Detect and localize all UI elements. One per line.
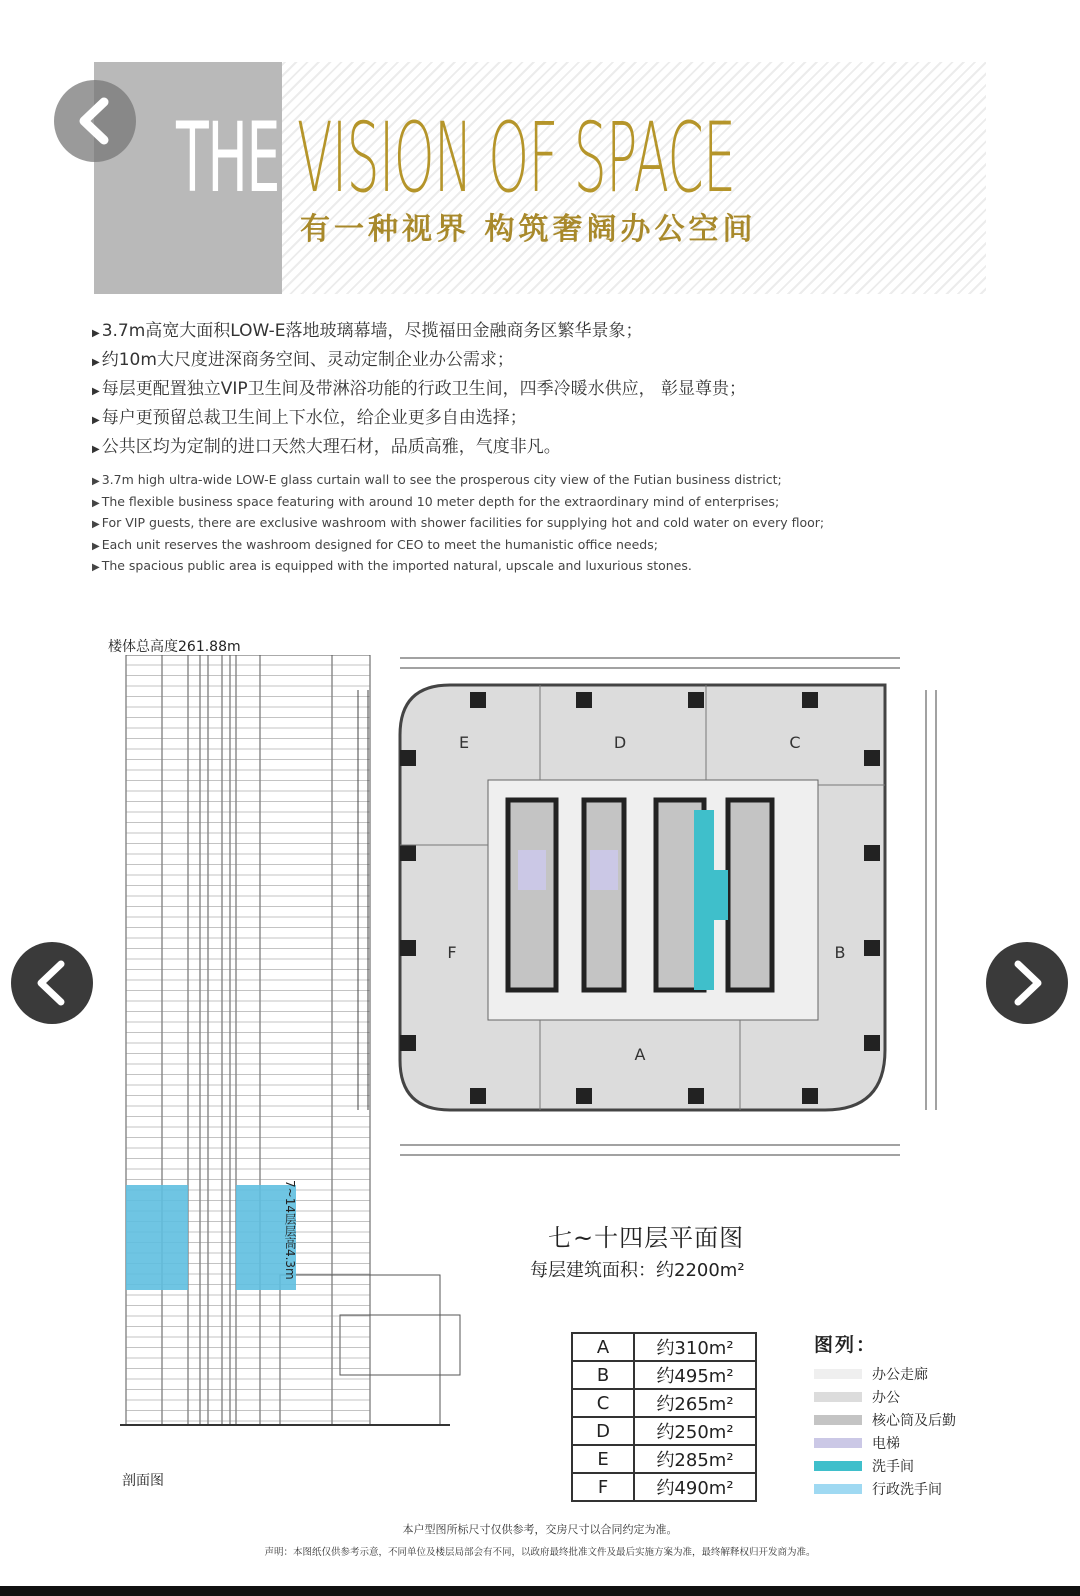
prev-button[interactable] bbox=[11, 942, 93, 1024]
area-cell: 约250m² bbox=[634, 1417, 756, 1445]
core-shaft bbox=[508, 800, 556, 990]
table-row bbox=[572, 1473, 756, 1501]
footer-disclaimer: 声明：本图纸仅供参考示意，不同单位及楼层局部会有不同，以政府最终批准文件及最后实施方案为准，最终解释权归开发商为准。 bbox=[264, 1547, 816, 1558]
table-row bbox=[572, 1361, 756, 1389]
feature-en-item: ▶ For VIP guests, there are exclusive washroom with shower facilities for supplying hot and cold water on every floor; bbox=[92, 515, 825, 530]
title-the: THE bbox=[176, 102, 280, 214]
washroom bbox=[714, 870, 728, 920]
area-cell: 约490m² bbox=[634, 1473, 756, 1501]
legend-swatch bbox=[814, 1438, 862, 1448]
legend-swatch bbox=[814, 1369, 862, 1379]
area-cell: 约495m² bbox=[634, 1361, 756, 1389]
unit-cell: D bbox=[572, 1417, 634, 1445]
footer-note: 本户型图所标尺寸仅供参考，交房尺寸以合同约定为准。 bbox=[402, 1523, 678, 1536]
washroom bbox=[694, 810, 714, 990]
legend-item: 核心筒及后勤 bbox=[814, 1408, 956, 1431]
floor-plan-title: 七~十四层平面图 bbox=[548, 1224, 745, 1252]
legend-item: 办公 bbox=[814, 1385, 956, 1408]
zone-label-a: A bbox=[634, 1045, 646, 1064]
feature-en-item: ▶ 3.7m high ultra-wide LOW-E glass curtain wall to see the prosperous city view of the Futian business district; bbox=[92, 472, 782, 487]
next-button[interactable] bbox=[986, 942, 1068, 1024]
title-vision-of-space: VISION OF SPACE bbox=[297, 102, 736, 214]
floor-area-label: 每层建筑面积：约2200m² bbox=[530, 1260, 745, 1281]
feature-en-item: ▶ The flexible business space featuring with around 10 meter depth for the extraordinary mind of enterprises; bbox=[92, 493, 780, 509]
area-cell: 约310m² bbox=[634, 1333, 756, 1361]
legend-item: 洗手间 bbox=[814, 1454, 956, 1477]
bottom-bar bbox=[0, 1586, 1080, 1596]
zone-label-d: D bbox=[613, 733, 627, 752]
building-height-label: 楼体总高度261.88m bbox=[108, 639, 241, 655]
legend-swatch bbox=[814, 1484, 862, 1494]
legend-title: 图列： bbox=[814, 1334, 878, 1356]
unit-cell: A bbox=[572, 1333, 634, 1361]
legend-item: 电梯 bbox=[814, 1431, 956, 1454]
feature-cn-item: ▶ 公共区均为定制的进口天然大理石材，品质高雅，气度非凡。 bbox=[92, 437, 561, 457]
feature-cn-item: ▶ 每户更预留总裁卫生间上下水位，给企业更多自由选择； bbox=[92, 408, 527, 428]
unit-cell: E bbox=[572, 1445, 634, 1473]
chevron-left-icon bbox=[11, 942, 93, 1024]
table-row bbox=[572, 1417, 756, 1445]
header-banner bbox=[94, 62, 986, 294]
feature-cn-item: ▶ 约10m大尺度进深商务空间、灵动定制企业办公需求； bbox=[92, 350, 514, 370]
feature-en-item: ▶ Each unit reserves the washroom designed for CEO to meet the humanistic office needs; bbox=[92, 536, 658, 552]
features-cn-list bbox=[92, 318, 746, 463]
feature-cn-item: ▶ 3.7m高宽大面积LOW-E落地玻璃幕墙，尽揽福田金融商务区繁华景象； bbox=[92, 321, 643, 341]
zone-label-b: B bbox=[834, 943, 846, 962]
unit-cell: B bbox=[572, 1361, 634, 1389]
table-row bbox=[572, 1445, 756, 1473]
chevron-right-icon bbox=[986, 942, 1068, 1024]
area-cell: 约285m² bbox=[634, 1445, 756, 1473]
elevator bbox=[518, 850, 546, 890]
section-highlight-left bbox=[126, 1185, 188, 1290]
floor-plan bbox=[340, 640, 960, 1180]
elevator bbox=[590, 850, 618, 890]
zone-label-e: E bbox=[458, 733, 470, 752]
features-en-list bbox=[92, 470, 824, 578]
zone-label-f: F bbox=[447, 943, 457, 962]
core-shaft bbox=[584, 800, 624, 990]
back-button[interactable] bbox=[54, 80, 136, 162]
area-cell: 约265m² bbox=[634, 1389, 756, 1417]
unit-cell: F bbox=[572, 1473, 634, 1501]
table-row bbox=[572, 1333, 756, 1361]
core-shaft bbox=[728, 800, 772, 990]
legend-swatch bbox=[814, 1392, 862, 1402]
legend-swatch bbox=[814, 1461, 862, 1471]
feature-en-item: ▶ The spacious public area is equipped with the imported natural, upscale and luxurious stones. bbox=[92, 558, 692, 573]
legend-item: 行政洗手间 bbox=[814, 1477, 956, 1500]
chevron-left-icon bbox=[54, 80, 136, 162]
zone-label-c: C bbox=[789, 733, 801, 752]
legend bbox=[814, 1362, 956, 1500]
legend-item: 办公走廊 bbox=[814, 1362, 956, 1385]
table-row bbox=[572, 1389, 756, 1417]
unit-area-table bbox=[571, 1332, 757, 1502]
section-caption: 剖面图 bbox=[122, 1473, 164, 1489]
legend-swatch bbox=[814, 1415, 862, 1425]
banner-subtitle: 有一种视界 构筑奢阔办公空间 bbox=[300, 212, 757, 247]
floor-height-label: 7~14层层高4.3m bbox=[283, 1180, 297, 1280]
unit-cell: C bbox=[572, 1389, 634, 1417]
feature-cn-item: ▶ 每层更配置独立VIP卫生间及带淋浴功能的行政卫生间，四季冷暖水供应， 彰显尊贵； bbox=[92, 379, 746, 399]
